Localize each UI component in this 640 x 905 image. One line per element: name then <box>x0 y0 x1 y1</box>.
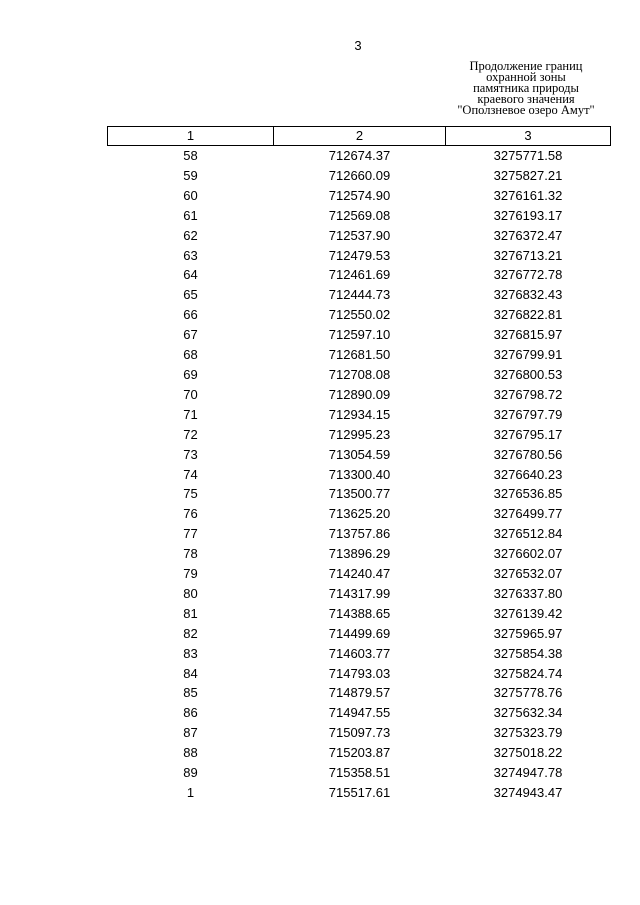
cell-point-number: 69 <box>183 366 198 382</box>
cell-x-coordinate: 712537.90 <box>328 227 391 243</box>
cell-x-coordinate: 713500.77 <box>328 486 391 502</box>
caption-line: памятника природы <box>473 81 579 95</box>
cell-point-number: 89 <box>183 765 198 781</box>
table-row <box>108 763 611 783</box>
table-row <box>108 604 611 624</box>
table-row <box>108 743 611 763</box>
cell-x-coordinate: 714793.03 <box>328 665 391 681</box>
cell-x-coordinate: 715358.51 <box>328 765 391 781</box>
column-header-point: 1 <box>108 127 274 146</box>
page-number: 3 <box>354 38 362 53</box>
cell-point-number: 80 <box>183 585 198 601</box>
table-row <box>108 365 611 385</box>
cell-y-coordinate: 3275018.22 <box>493 745 563 761</box>
caption-line: охранной зоны <box>486 70 566 84</box>
cell-point-number: 82 <box>183 625 198 641</box>
cell-point-number: 88 <box>183 745 198 761</box>
cell-y-coordinate: 3276602.07 <box>493 546 563 562</box>
cell-point-number: 86 <box>183 705 198 721</box>
table-row <box>108 524 611 544</box>
cell-point-number: 65 <box>183 287 198 303</box>
cell-x-coordinate: 712479.53 <box>328 247 391 263</box>
cell-x-coordinate: 714499.69 <box>328 625 391 641</box>
cell-x-coordinate: 712890.09 <box>328 386 391 402</box>
cell-point-number: 75 <box>183 486 198 502</box>
cell-point-number: 60 <box>183 187 198 203</box>
cell-point-number: 77 <box>183 526 198 542</box>
table-row <box>108 683 611 703</box>
cell-point-number: 76 <box>183 506 198 522</box>
cell-y-coordinate: 3275778.76 <box>493 685 563 701</box>
cell-x-coordinate: 713757.86 <box>328 526 391 542</box>
cell-x-coordinate: 714317.99 <box>328 585 391 601</box>
table-row <box>108 206 611 226</box>
cell-point-number: 70 <box>183 386 198 402</box>
cell-y-coordinate: 3275824.74 <box>493 665 563 681</box>
cell-x-coordinate: 712681.50 <box>328 347 391 363</box>
table-caption <box>446 61 606 116</box>
cell-x-coordinate: 712995.23 <box>328 426 391 442</box>
table-row <box>108 325 611 345</box>
cell-y-coordinate: 3275965.97 <box>493 625 563 641</box>
table-row <box>108 783 611 803</box>
cell-point-number: 67 <box>183 327 198 343</box>
cell-point-number: 61 <box>183 207 198 223</box>
cell-y-coordinate: 3276512.84 <box>493 526 563 542</box>
table-row <box>108 265 611 285</box>
cell-y-coordinate: 3276780.56 <box>493 446 563 462</box>
cell-x-coordinate: 712461.69 <box>328 267 391 283</box>
caption-line: Продолжение границ <box>469 59 583 73</box>
cell-y-coordinate: 3275854.38 <box>493 645 563 661</box>
cell-y-coordinate: 3276799.91 <box>493 347 563 363</box>
cell-y-coordinate: 3276372.47 <box>493 227 563 243</box>
cell-y-coordinate: 3276713.21 <box>493 247 563 263</box>
cell-x-coordinate: 715517.61 <box>328 785 391 800</box>
cell-y-coordinate: 3276798.72 <box>493 386 563 402</box>
cell-y-coordinate: 3275827.21 <box>493 167 563 183</box>
cell-x-coordinate: 713625.20 <box>328 506 391 522</box>
cell-x-coordinate: 714947.55 <box>328 705 391 721</box>
caption-line: краевого значения <box>477 92 575 106</box>
cell-x-coordinate: 712597.10 <box>328 327 391 343</box>
cell-y-coordinate: 3276161.32 <box>493 187 563 203</box>
cell-x-coordinate: 712934.15 <box>328 406 391 422</box>
cell-point-number: 73 <box>183 446 198 462</box>
cell-y-coordinate: 3275323.79 <box>493 725 563 741</box>
table-row <box>108 186 611 206</box>
cell-point-number: 83 <box>183 645 198 661</box>
table-row <box>108 465 611 485</box>
cell-y-coordinate: 3274943.47 <box>493 785 563 800</box>
caption-line: "Оползневое озеро Амут" <box>457 103 595 117</box>
column-header-y: 3 <box>446 127 611 146</box>
cell-y-coordinate: 3276822.81 <box>493 307 563 323</box>
cell-x-coordinate: 712574.90 <box>328 187 391 203</box>
table-row <box>108 544 611 564</box>
table-row <box>108 564 611 584</box>
cell-point-number: 79 <box>183 566 198 582</box>
cell-point-number: 58 <box>183 148 198 163</box>
cell-point-number: 85 <box>183 685 198 701</box>
cell-y-coordinate: 3276800.53 <box>493 366 563 382</box>
table-row <box>108 285 611 305</box>
cell-point-number: 66 <box>183 307 198 323</box>
cell-y-coordinate: 3276536.85 <box>493 486 563 502</box>
cell-point-number: 81 <box>183 605 198 621</box>
cell-y-coordinate: 3276139.42 <box>493 605 563 621</box>
cell-y-coordinate: 3276532.07 <box>493 566 563 582</box>
cell-x-coordinate: 712569.08 <box>328 207 391 223</box>
cell-point-number: 59 <box>183 167 198 183</box>
table-row <box>108 624 611 644</box>
cell-point-number: 72 <box>183 426 198 442</box>
table-body <box>108 146 611 803</box>
cell-point-number: 62 <box>183 227 198 243</box>
cell-point-number: 78 <box>183 546 198 562</box>
cell-x-coordinate: 715097.73 <box>328 725 391 741</box>
table-row <box>108 345 611 365</box>
coordinates-table <box>107 126 611 803</box>
table-row <box>108 484 611 504</box>
cell-y-coordinate: 3276795.17 <box>493 426 563 442</box>
cell-y-coordinate: 3276640.23 <box>493 466 563 482</box>
cell-point-number: 64 <box>183 267 198 283</box>
table-header-row <box>108 127 611 146</box>
cell-x-coordinate: 714603.77 <box>328 645 391 661</box>
cell-x-coordinate: 712708.08 <box>328 366 391 382</box>
cell-x-coordinate: 714240.47 <box>328 566 391 582</box>
table-row <box>108 703 611 723</box>
cell-x-coordinate: 715203.87 <box>328 745 391 761</box>
cell-point-number: 74 <box>183 466 198 482</box>
cell-x-coordinate: 712550.02 <box>328 307 391 323</box>
table-row <box>108 385 611 405</box>
cell-x-coordinate: 712660.09 <box>328 167 391 183</box>
cell-y-coordinate: 3276499.77 <box>493 506 563 522</box>
cell-x-coordinate: 713300.40 <box>328 466 391 482</box>
cell-y-coordinate: 3275771.58 <box>493 148 563 163</box>
cell-y-coordinate: 3276337.80 <box>493 585 563 601</box>
cell-point-number: 1 <box>186 785 195 800</box>
table-row <box>108 445 611 465</box>
cell-x-coordinate: 714388.65 <box>328 605 391 621</box>
cell-point-number: 71 <box>183 406 198 422</box>
cell-x-coordinate: 712444.73 <box>328 287 391 303</box>
cell-y-coordinate: 3276815.97 <box>493 327 563 343</box>
cell-point-number: 68 <box>183 347 198 363</box>
cell-y-coordinate: 3276193.17 <box>493 207 563 223</box>
table-row <box>108 226 611 246</box>
table-row <box>108 146 611 166</box>
cell-x-coordinate: 713896.29 <box>328 546 391 562</box>
table-row <box>108 405 611 425</box>
cell-y-coordinate: 3274947.78 <box>493 765 563 781</box>
cell-y-coordinate: 3276797.79 <box>493 406 563 422</box>
table-row <box>108 644 611 664</box>
cell-point-number: 87 <box>183 725 198 741</box>
table-row <box>108 504 611 524</box>
table-row <box>108 584 611 604</box>
table-row <box>108 723 611 743</box>
table-row <box>108 166 611 186</box>
cell-point-number: 84 <box>183 665 198 681</box>
cell-x-coordinate: 714879.57 <box>328 685 391 701</box>
table-row <box>108 664 611 684</box>
cell-y-coordinate: 3275632.34 <box>493 705 563 721</box>
table-row <box>108 305 611 325</box>
cell-point-number: 63 <box>183 247 198 263</box>
cell-y-coordinate: 3276772.78 <box>493 267 563 283</box>
table-row <box>108 425 611 445</box>
column-header-x: 2 <box>274 127 446 146</box>
cell-y-coordinate: 3276832.43 <box>493 287 563 303</box>
cell-x-coordinate: 713054.59 <box>328 446 391 462</box>
cell-x-coordinate: 712674.37 <box>328 148 391 163</box>
table-row <box>108 246 611 266</box>
